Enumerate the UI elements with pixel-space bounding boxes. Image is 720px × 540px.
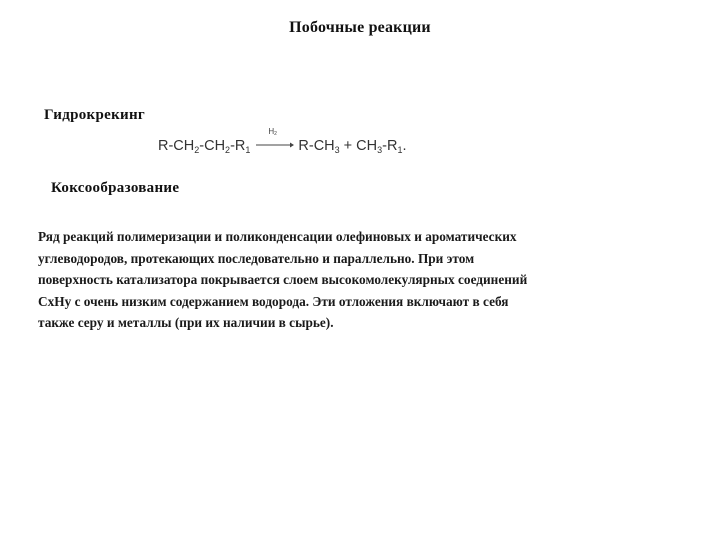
paragraph-line: CxHy с очень низким содержанием водорода. Эти отложения включают в себя — [38, 293, 509, 309]
paragraph-line: также серу и металлы (при их наличии в сырье). — [38, 315, 334, 331]
right-arrow-icon — [256, 141, 294, 149]
hydrocracking-equation — [158, 127, 407, 155]
paragraph-line: углеводородов, протекающих последовательно и параллельно. При этом — [38, 250, 475, 266]
coking-heading: Коксообразование — [51, 180, 180, 196]
hydrocracking-heading: Гидрокрекинг — [44, 107, 146, 123]
arrow-catalyst-label: $H_2$ — [268, 127, 277, 137]
paragraph-line: поверхность катализатора покрывается слоем высокомолекулярных соединений — [38, 272, 528, 288]
coking-description — [38, 226, 698, 334]
paragraph-line: Ряд реакций полимеризации и поликонденсации олефиновых и ароматических — [38, 229, 517, 244]
reactant-formula: $R-CH_2-CH_2-R_1$ — [158, 138, 251, 155]
reaction-arrow — [256, 127, 294, 150]
products-formula: $R-CH_3 + CH_3-R_1$. — [298, 138, 407, 155]
page-title: Побочные реакции — [289, 19, 431, 36]
